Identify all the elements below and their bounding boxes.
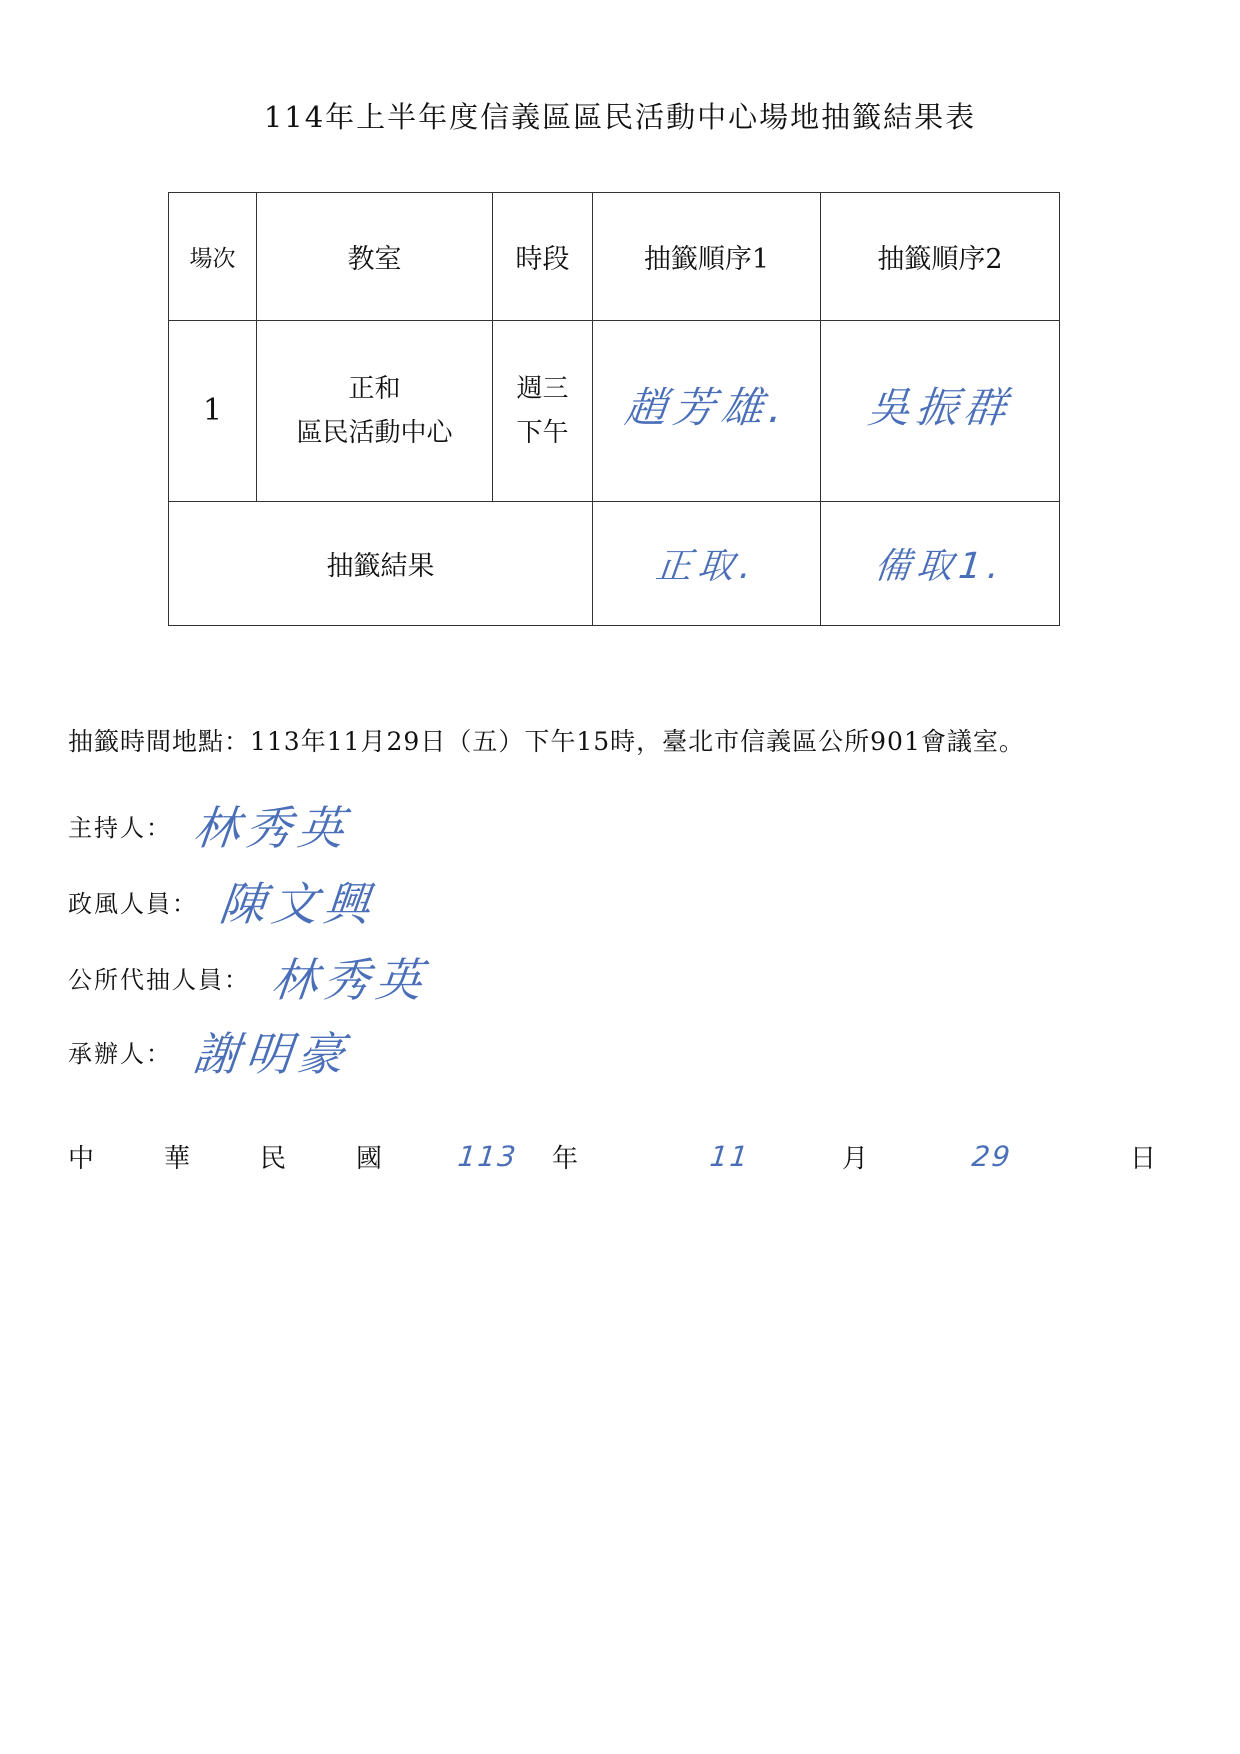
signature-proxy: 林秀英 — [268, 953, 431, 1007]
date-line — [0, 1138, 1240, 1178]
signature-row-proxy — [68, 944, 431, 1010]
signature-row-handler — [68, 1018, 353, 1084]
result2-cell — [821, 502, 1060, 626]
result1-cell — [593, 502, 821, 626]
signature-row-host — [68, 792, 353, 858]
draw2-handwritten-name: 吳振群 — [865, 383, 1015, 432]
time-line1: 週三 — [516, 374, 569, 404]
session-number: 1 — [169, 321, 257, 502]
table-header-row — [169, 193, 1060, 321]
date-char-4: 國 — [356, 1144, 383, 1174]
date-day-handwritten: 29 — [970, 1140, 1014, 1173]
signature-label-ethics: 政風人員： — [68, 889, 198, 918]
header-session: 場次 — [169, 193, 257, 321]
draw-result-table — [168, 192, 1060, 626]
draw-time-location: 抽籤時間地點：113年11月29日（五）下午15時，臺北市信義區公所901會議室。 — [68, 727, 1025, 756]
table-row — [169, 321, 1060, 502]
date-char-2: 華 — [164, 1144, 191, 1174]
header-draw2: 抽籤順序2 — [821, 193, 1060, 321]
signature-label-handler: 承辦人： — [68, 1039, 172, 1068]
time-cell — [493, 321, 593, 502]
room-name-line1: 正和 — [348, 374, 401, 404]
draw1-cell — [593, 321, 821, 502]
header-time: 時段 — [493, 193, 593, 321]
signature-ethics: 陳文興 — [216, 877, 379, 931]
date-month-label: 月 — [842, 1144, 869, 1174]
date-char-1: 中 — [68, 1144, 95, 1174]
signature-host: 林秀英 — [190, 801, 353, 855]
result1-handwritten: 正取. — [653, 546, 760, 587]
signature-label-proxy: 公所代抽人員： — [68, 965, 250, 994]
room-name-line2: 區民活動中心 — [296, 418, 453, 448]
room-cell — [257, 321, 493, 502]
header-draw1: 抽籤順序1 — [593, 193, 821, 321]
time-line2: 下午 — [516, 418, 569, 448]
date-year-label: 年 — [552, 1144, 579, 1174]
signature-handler: 謝明豪 — [190, 1027, 353, 1081]
result2-handwritten: 備取1. — [872, 546, 1008, 587]
result-label: 抽籤結果 — [169, 502, 593, 626]
draw2-cell — [821, 321, 1060, 502]
header-room: 教室 — [257, 193, 493, 321]
draw1-handwritten-name: 趙芳雄. — [622, 383, 791, 432]
signature-row-ethics — [68, 868, 379, 934]
date-char-3: 民 — [260, 1144, 287, 1174]
page-title: 114年上半年度信義區區民活動中心場地抽籤結果表 — [263, 100, 977, 134]
result-row — [169, 502, 1060, 626]
date-month-handwritten: 11 — [708, 1140, 752, 1173]
signature-label-host: 主持人： — [68, 813, 172, 842]
date-day-label: 日 — [1130, 1144, 1157, 1174]
date-year-handwritten: 113 — [456, 1140, 520, 1173]
